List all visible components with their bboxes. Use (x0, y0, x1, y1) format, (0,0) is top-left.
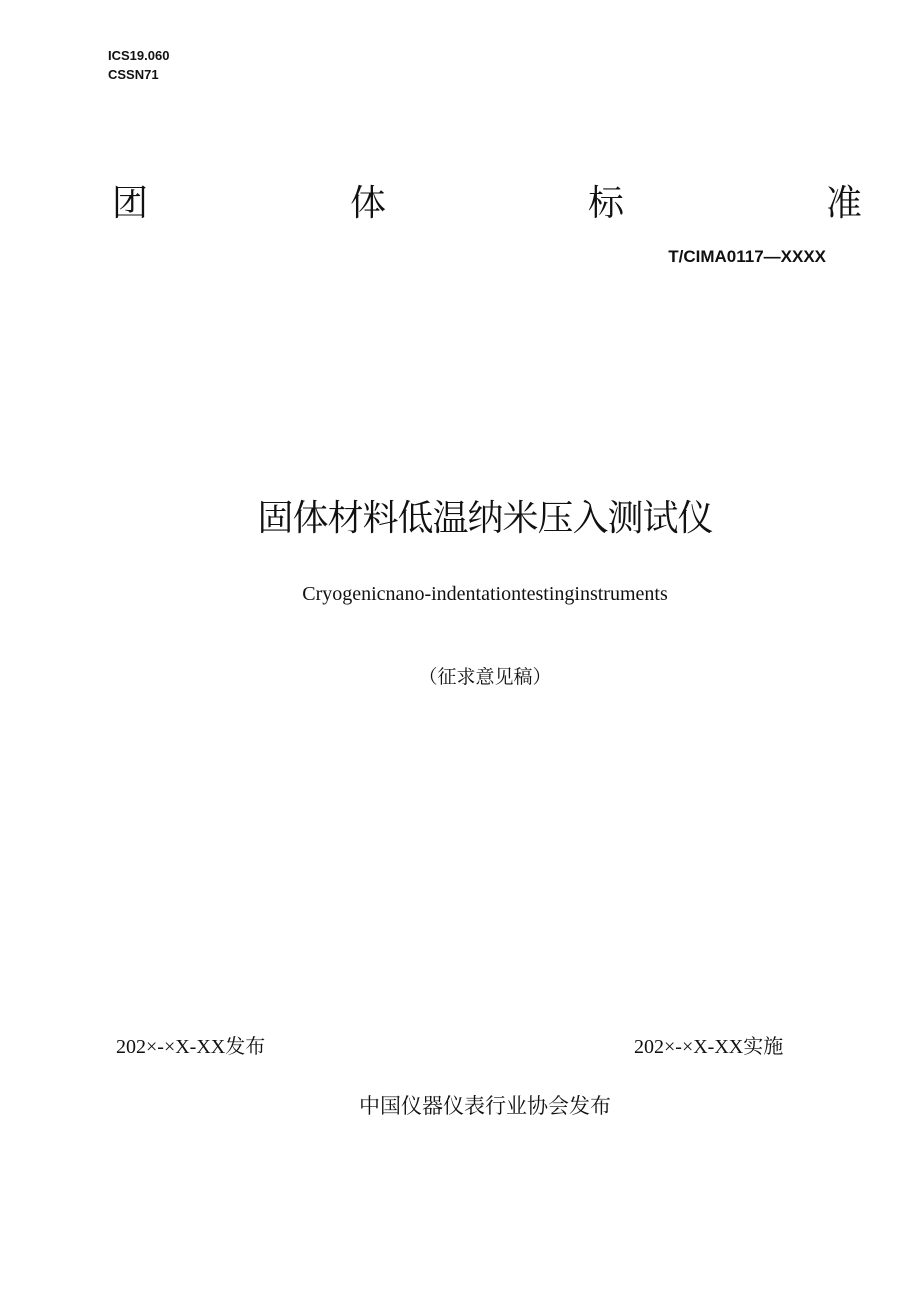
ics-code: ICS19.060 (108, 48, 170, 63)
ccs-code: CSSN71 (108, 67, 159, 82)
standard-number: T/CIMA0117—XXXX (668, 247, 826, 266)
standard-type-heading (112, 182, 862, 226)
classification-codes (108, 46, 169, 84)
publish-date: 202×-×X-XX发布 (116, 1036, 266, 1058)
draft-status-note: （征求意见稿） (418, 666, 552, 688)
standard-type-char-4: 准 (825, 183, 862, 224)
document-title-english: Cryogenicnano-indentationtestinginstruments (302, 583, 668, 605)
standard-type-char-2: 体 (349, 183, 386, 224)
publisher-line: 中国仪器仪表行业协会发布 (359, 1094, 611, 1118)
standard-type-char-3: 标 (587, 183, 624, 224)
standard-type-char-1: 团 (112, 183, 149, 224)
implementation-date: 202×-×X-XX实施 (634, 1036, 784, 1058)
document-title-chinese: 固体材料低温纳米压入测试仪 (257, 498, 713, 539)
